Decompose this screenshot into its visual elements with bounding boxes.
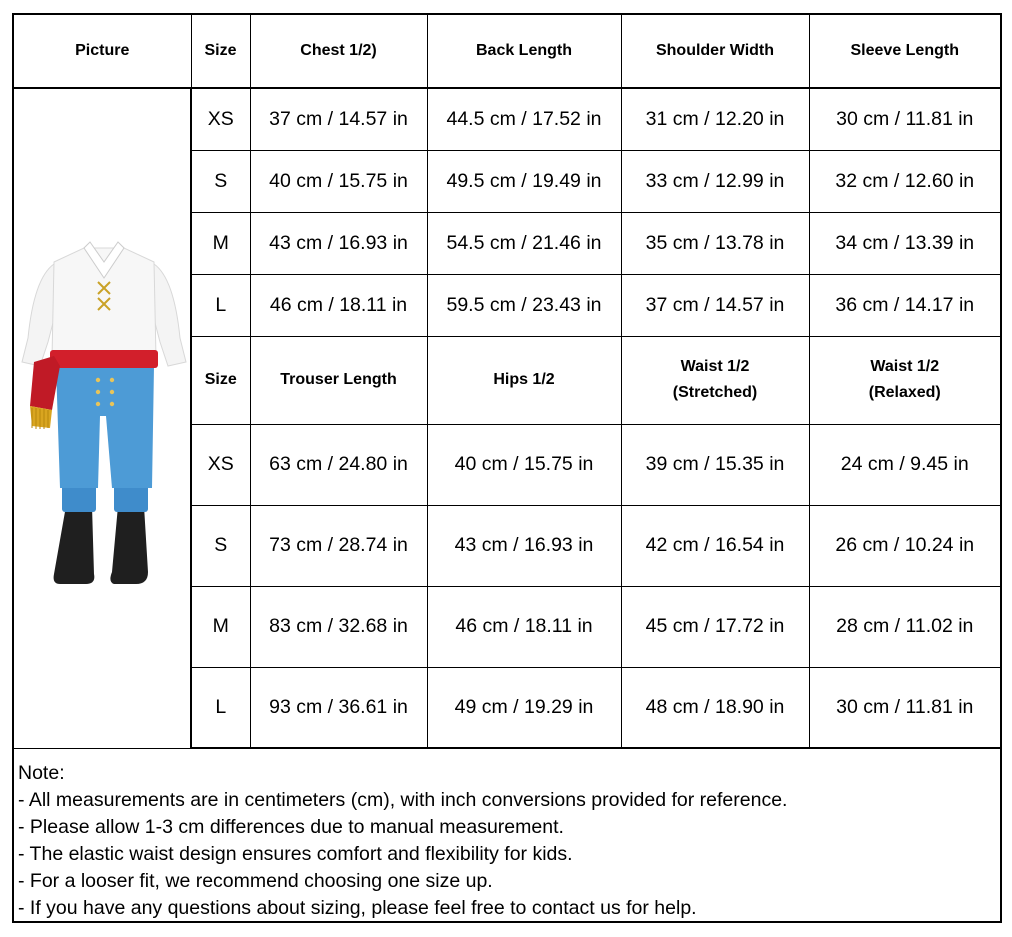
header-size: Size <box>191 15 250 88</box>
back-length-cell: 44.5 cm / 17.52 in <box>427 88 621 150</box>
picture-cell <box>14 88 191 748</box>
header-trouser-length: Trouser Length <box>250 336 427 424</box>
trouser-length-cell: 83 cm / 32.68 in <box>250 586 427 667</box>
note-item: - The elastic waist design ensures comfort and flexibility for kids. <box>18 843 573 865</box>
shoulder-width-cell: 31 cm / 12.20 in <box>621 88 809 150</box>
back-length-cell: 59.5 cm / 23.43 in <box>427 274 621 336</box>
size-cell: XS <box>191 88 250 150</box>
chest-cell: 46 cm / 18.11 in <box>250 274 427 336</box>
waist-relaxed-cell: 30 cm / 11.81 in <box>809 667 1000 748</box>
notes-title: Note: <box>18 762 65 784</box>
note-item: - If you have any questions about sizing, please feel free to contact us for help. <box>18 897 697 919</box>
size-cell: XS <box>191 424 250 505</box>
header-sleeve-length: Sleeve Length <box>809 15 1000 88</box>
table-row <box>14 88 1000 150</box>
size-cell: S <box>191 150 250 212</box>
note-item: - All measurements are in centimeters (cm), with inch conversions provided for reference. <box>18 789 788 811</box>
hips-cell: 43 cm / 16.93 in <box>427 505 621 586</box>
shoulder-width-cell: 35 cm / 13.78 in <box>621 212 809 274</box>
waist-stretched-cell: 42 cm / 16.54 in <box>621 505 809 586</box>
trouser-length-cell: 63 cm / 24.80 in <box>250 424 427 505</box>
size-cell: M <box>191 212 250 274</box>
header-back-length: Back Length <box>427 15 621 88</box>
trouser-length-cell: 93 cm / 36.61 in <box>250 667 427 748</box>
shoulder-width-cell: 33 cm / 12.99 in <box>621 150 809 212</box>
chest-cell: 43 cm / 16.93 in <box>250 212 427 274</box>
size-cell: S <box>191 505 250 586</box>
waist-relaxed-cell: 24 cm / 9.45 in <box>809 424 1000 505</box>
size-cell: L <box>191 667 250 748</box>
size-cell: M <box>191 586 250 667</box>
waist-relaxed-cell: 28 cm / 11.02 in <box>809 586 1000 667</box>
header-picture: Picture <box>14 15 191 88</box>
header-waist-stretched-line1: Waist 1/2 <box>680 358 750 375</box>
chest-cell: 37 cm / 14.57 in <box>250 88 427 150</box>
hips-cell: 46 cm / 18.11 in <box>427 586 621 667</box>
costume-illustration-icon <box>14 238 194 598</box>
sleeve-length-cell: 36 cm / 14.17 in <box>809 274 1000 336</box>
sleeve-length-cell: 32 cm / 12.60 in <box>809 150 1000 212</box>
trouser-length-cell: 73 cm / 28.74 in <box>250 505 427 586</box>
header-waist-stretched <box>621 336 809 424</box>
upper-header-row <box>14 15 1000 88</box>
back-length-cell: 49.5 cm / 19.49 in <box>427 150 621 212</box>
waist-stretched-cell: 39 cm / 15.35 in <box>621 424 809 505</box>
shoulder-width-cell: 37 cm / 14.57 in <box>621 274 809 336</box>
header-hips: Hips 1/2 <box>427 336 621 424</box>
header-waist-relaxed-line2: (Relaxed) <box>868 384 941 401</box>
waist-relaxed-cell: 26 cm / 10.24 in <box>809 505 1000 586</box>
notes-section <box>18 760 988 922</box>
size-table <box>14 15 1000 749</box>
note-item: - Please allow 1-3 cm differences due to manual measurement. <box>18 816 564 838</box>
size-chart <box>12 13 1002 923</box>
back-length-cell: 54.5 cm / 21.46 in <box>427 212 621 274</box>
sleeve-length-cell: 34 cm / 13.39 in <box>809 212 1000 274</box>
header-waist-stretched-line2: (Stretched) <box>672 384 758 401</box>
header-shoulder-width: Shoulder Width <box>621 15 809 88</box>
header-chest: Chest 1/2) <box>250 15 427 88</box>
note-item: - For a looser fit, we recommend choosing one size up. <box>18 870 493 892</box>
chest-cell: 40 cm / 15.75 in <box>250 150 427 212</box>
header-waist-relaxed-line1: Waist 1/2 <box>870 358 940 375</box>
header-size-lower: Size <box>191 336 250 424</box>
hips-cell: 49 cm / 19.29 in <box>427 667 621 748</box>
sleeve-length-cell: 30 cm / 11.81 in <box>809 88 1000 150</box>
size-cell: L <box>191 274 250 336</box>
waist-stretched-cell: 45 cm / 17.72 in <box>621 586 809 667</box>
waist-stretched-cell: 48 cm / 18.90 in <box>621 667 809 748</box>
header-waist-relaxed <box>809 336 1000 424</box>
hips-cell: 40 cm / 15.75 in <box>427 424 621 505</box>
